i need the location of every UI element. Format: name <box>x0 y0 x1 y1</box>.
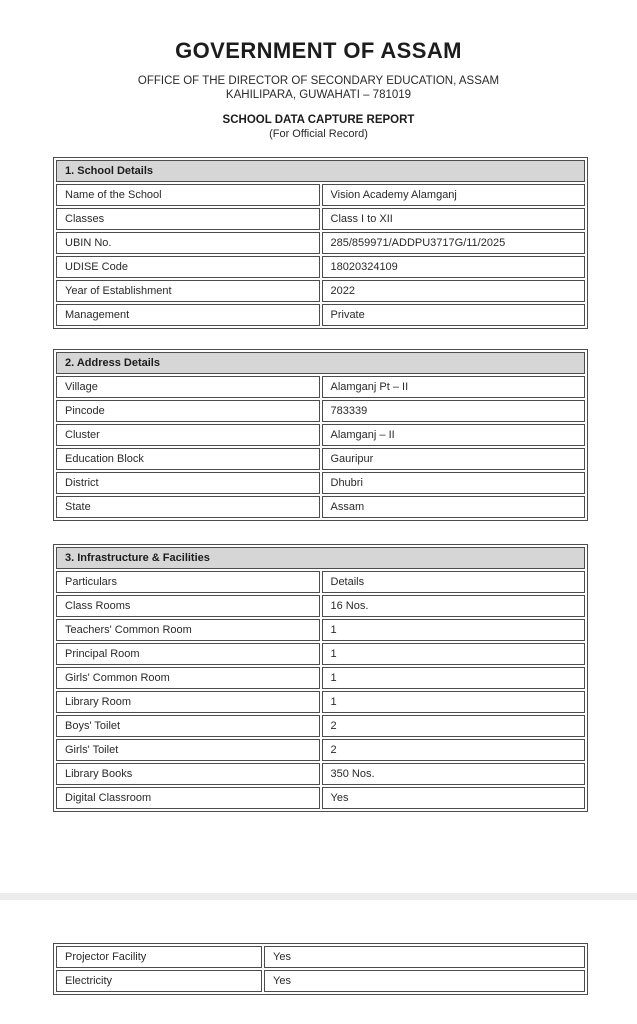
school-details-table <box>53 157 588 329</box>
section-title: 2. Address Details <box>56 352 585 374</box>
report-title: SCHOOL DATA CAPTURE REPORT <box>222 114 415 126</box>
table-row <box>56 946 585 968</box>
row-value: 18020324109 <box>322 256 586 278</box>
table-row <box>56 280 585 302</box>
row-label: Pincode <box>56 400 320 422</box>
table-row <box>56 376 585 398</box>
row-value: 1 <box>322 691 586 713</box>
row-label: Class Rooms <box>56 595 320 617</box>
row-value: 1 <box>322 619 586 641</box>
row-label: Cluster <box>56 424 320 446</box>
row-value: Private <box>322 304 586 326</box>
table-row <box>56 571 585 593</box>
row-label: Electricity <box>56 970 262 992</box>
row-value: Dhubri <box>322 472 586 494</box>
page-separator <box>0 893 637 900</box>
table-row <box>56 472 585 494</box>
table-row <box>56 304 585 326</box>
row-value: 2 <box>322 739 586 761</box>
row-label: Library Room <box>56 691 320 713</box>
row-value: Alamganj Pt – II <box>322 376 586 398</box>
row-label: State <box>56 496 320 518</box>
row-label: Education Block <box>56 448 320 470</box>
row-value: 350 Nos. <box>322 763 586 785</box>
section-header-row <box>56 547 585 569</box>
row-label: Boys' Toilet <box>56 715 320 737</box>
row-value: Gauripur <box>322 448 586 470</box>
row-label: District <box>56 472 320 494</box>
section-header-row <box>56 160 585 182</box>
row-label: UBIN No. <box>56 232 320 254</box>
row-value: 16 Nos. <box>322 595 586 617</box>
row-label: Projector Facility <box>56 946 262 968</box>
row-value: 2022 <box>322 280 586 302</box>
table-row <box>56 208 585 230</box>
row-value: 2 <box>322 715 586 737</box>
table-row <box>56 739 585 761</box>
row-value: Assam <box>322 496 586 518</box>
table-row <box>56 763 585 785</box>
row-label: Village <box>56 376 320 398</box>
table-row <box>56 424 585 446</box>
row-label: Management <box>56 304 320 326</box>
row-value: 285/859971/ADDPU3717G/11/2025 <box>322 232 586 254</box>
office-line-1: OFFICE OF THE DIRECTOR OF SECONDARY EDUCATION, ASSAM <box>137 75 500 87</box>
table-row <box>56 643 585 665</box>
row-value: 1 <box>322 643 586 665</box>
row-label: Principal Room <box>56 643 320 665</box>
table-row <box>56 667 585 689</box>
section-title: 1. School Details <box>56 160 585 182</box>
table-row <box>56 691 585 713</box>
row-value: Alamganj – II <box>322 424 586 446</box>
report-subtitle: (For Official Record) <box>269 128 368 140</box>
row-label: UDISE Code <box>56 256 320 278</box>
table-row <box>56 448 585 470</box>
section-title: 3. Infrastructure & Facilities <box>56 547 585 569</box>
table-row <box>56 787 585 809</box>
table-row <box>56 232 585 254</box>
section-header-row <box>56 352 585 374</box>
row-value: 783339 <box>322 400 586 422</box>
table-row <box>56 595 585 617</box>
address-details-table <box>53 349 588 521</box>
row-label: Classes <box>56 208 320 230</box>
row-value: Vision Academy Alamganj <box>322 184 586 206</box>
table-row <box>56 619 585 641</box>
table-row <box>56 256 585 278</box>
table-row <box>56 715 585 737</box>
office-line-2: KAHILIPARA, GUWAHATI – 781019 <box>225 89 412 101</box>
row-value: Class I to XII <box>322 208 586 230</box>
row-label: Girls' Toilet <box>56 739 320 761</box>
row-label: Girls' Common Room <box>56 667 320 689</box>
row-label: Digital Classroom <box>56 787 320 809</box>
row-value: Details <box>322 571 586 593</box>
row-value: Yes <box>264 970 585 992</box>
infrastructure-facilities-table <box>53 544 588 812</box>
row-value: 1 <box>322 667 586 689</box>
table-row <box>56 970 585 992</box>
row-value: Yes <box>264 946 585 968</box>
table-row <box>56 184 585 206</box>
document-header <box>0 0 637 141</box>
row-label: Year of Establishment <box>56 280 320 302</box>
government-title: GOVERNMENT OF ASSAM <box>175 38 462 63</box>
row-label: Particulars <box>56 571 320 593</box>
row-label: Teachers' Common Room <box>56 619 320 641</box>
table-row <box>56 496 585 518</box>
continuation-table <box>53 943 588 995</box>
row-label: Library Books <box>56 763 320 785</box>
row-label: Name of the School <box>56 184 320 206</box>
table-row <box>56 400 585 422</box>
row-value: Yes <box>322 787 586 809</box>
